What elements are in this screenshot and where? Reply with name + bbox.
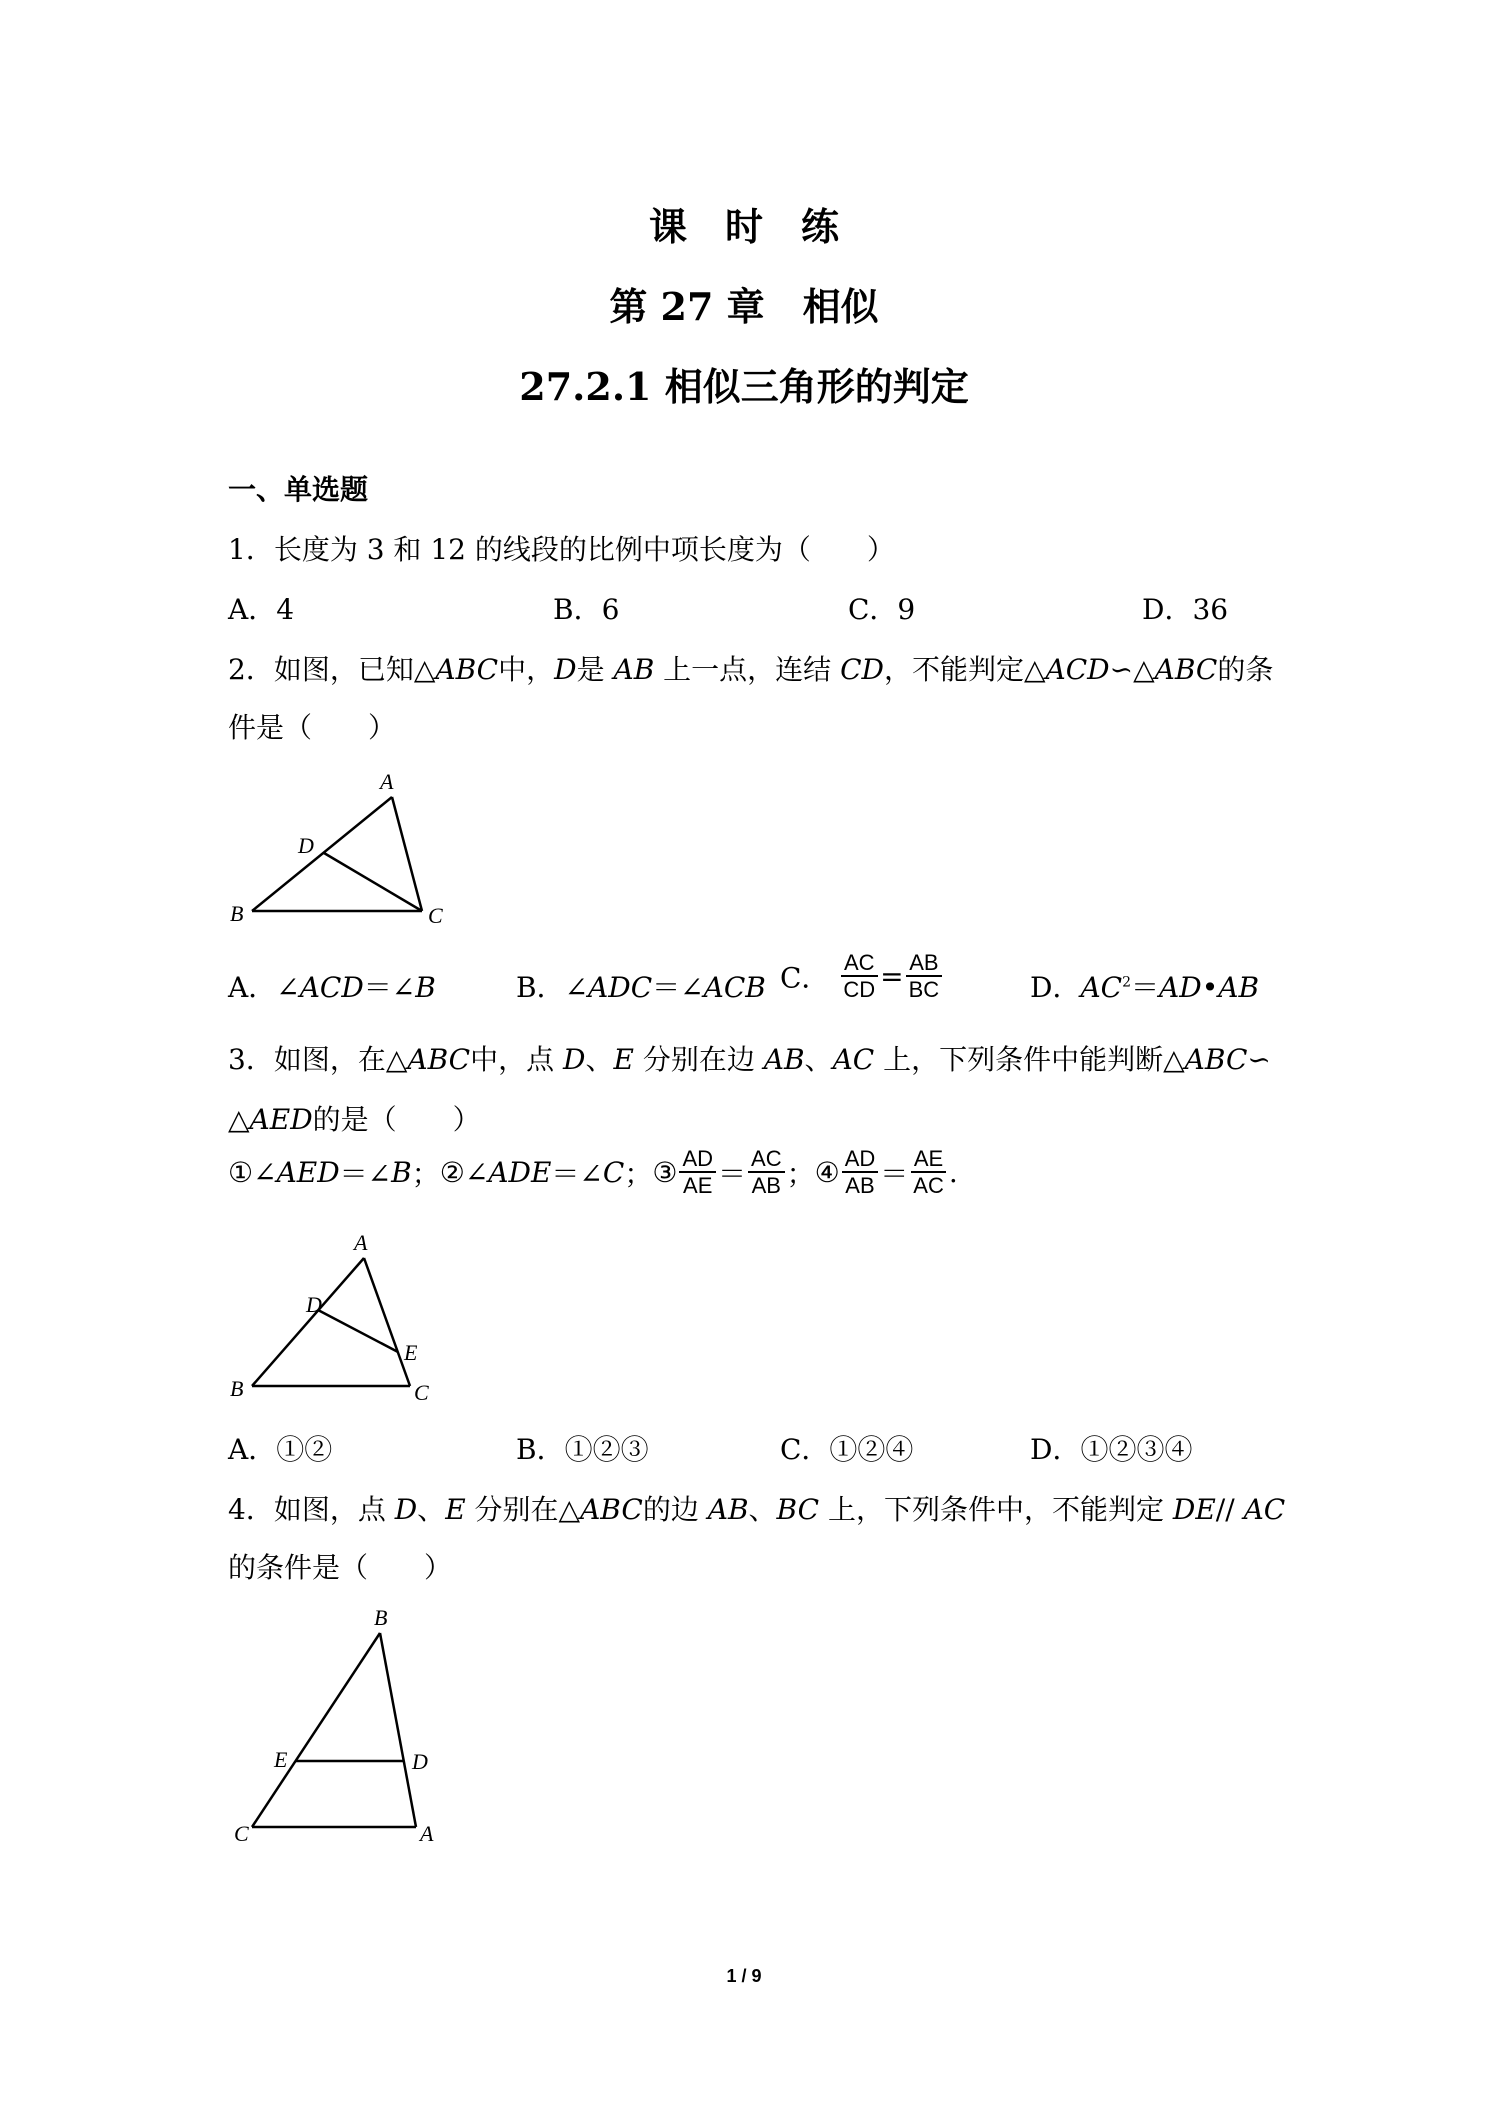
q2-triangle-lines [252, 797, 422, 911]
q3-fraction-ac-ab: $\frac{AC}{AB}$ [748, 1146, 785, 1199]
worksheet-title: 课 时 练 [648, 204, 839, 249]
q3-segment-ba [252, 1258, 364, 1386]
q3-option-a: A．①② [228, 1433, 333, 1466]
q4-segment-cb [252, 1633, 380, 1827]
q4-label-a: A [420, 1821, 434, 1846]
question-1: 1．长度为 3 和 12 的线段的比例中项长度为（ ） [228, 533, 895, 566]
q2-triangle-figure [220, 765, 460, 930]
q2-fraction-ac-cd: $\frac{AC}{CD}$ [840, 950, 878, 1003]
question-2-line-2: 件是（ ） [228, 711, 397, 744]
question-3-line-1: 3．如图，在△ABC中，点 D、E 分别在边 AB、AC 上，下列条件中能判断△ABC∽ [228, 1043, 1271, 1076]
q3-segment-ac [364, 1258, 410, 1386]
q1-option-d: D．36 [1142, 593, 1229, 626]
q2-option-a: A．∠ACD＝∠B [228, 971, 436, 1004]
q3-triangle-figure [220, 1228, 460, 1408]
q2-fraction-ab-bc: $\frac{AB}{BC}$ [906, 950, 943, 1003]
q2-label-a: A [380, 769, 394, 794]
part-heading: 一、单选题 [228, 473, 369, 506]
question-3-line-2: △AED的是（ ） [228, 1103, 481, 1136]
section-title: 27.2.1 相似三角形的判定 [519, 364, 969, 409]
q2-label-c: C [428, 903, 443, 928]
question-3-conditions: ①∠AED＝∠B；②∠ADE＝∠C；③ $\frac{AD}{AE}$ ＝ $\frac{AC}{AB}$ ；④ $\frac{AD}{AB}$ ＝ $\frac{AE}{AC}$ . [228, 1146, 958, 1199]
q2-label-b: B [230, 901, 244, 926]
q2-segment-ac [392, 797, 422, 911]
q3-label-a: A [354, 1230, 368, 1255]
q4-label-c: C [234, 1821, 249, 1846]
q3-label-d: D [306, 1292, 322, 1317]
q3-label-e: E [404, 1340, 418, 1365]
q2-option-d: D．$AC^2=AD•AB$ [1030, 971, 1260, 1004]
q4-label-d: D [412, 1749, 428, 1774]
q3-fraction-ae-ac: $\frac{AE}{AC}$ [910, 1146, 947, 1199]
q3-fraction-ad-ae: $\frac{AD}{AE}$ [679, 1146, 716, 1199]
q4-label-e: E [274, 1747, 288, 1772]
q4-segment-ba [380, 1633, 416, 1827]
q3-label-b: B [230, 1376, 244, 1401]
q2-segment-dc [324, 853, 422, 911]
q3-fraction-ad-ab: $\frac{AD}{AB}$ [842, 1146, 879, 1199]
q4-triangle-figure [220, 1605, 460, 1850]
q3-option-c: C．①②④ [780, 1433, 914, 1466]
q2-option-c: C． $\frac{AC}{CD}$ = $\frac{AB}{BC}$ [780, 950, 944, 1003]
q3-option-b: B．①②③ [516, 1433, 649, 1466]
q4-triangle-lines [252, 1633, 416, 1827]
q3-option-d: D．①②③④ [1030, 1433, 1193, 1466]
q4-label-b: B [374, 1605, 388, 1630]
page-number: 1 / 9 [726, 1966, 762, 1986]
q1-option-a: A．4 [228, 593, 295, 626]
q2-segment-ba [252, 797, 392, 911]
chapter-title: 第 27 章 相似 [609, 284, 879, 329]
q1-option-b: B．6 [553, 593, 620, 626]
q3-label-c: C [414, 1380, 429, 1405]
q2-option-b: B．∠ADC＝∠ACB [516, 971, 766, 1004]
question-4-line-2: 的条件是（ ） [228, 1551, 453, 1584]
q2-label-d: D [298, 833, 314, 858]
q3-triangle-lines [252, 1258, 410, 1386]
q1-option-c: C．9 [848, 593, 916, 626]
question-2-line-1: 2．如图，已知△ABC中，D是 AB 上一点，连结 CD，不能判定△ACD∽△ABC的条 [228, 653, 1274, 686]
question-4-line-1: 4．如图，点 D、E 分别在△ABC的边 AB、BC 上，下列条件中，不能判定 DE// AC [228, 1493, 1286, 1526]
